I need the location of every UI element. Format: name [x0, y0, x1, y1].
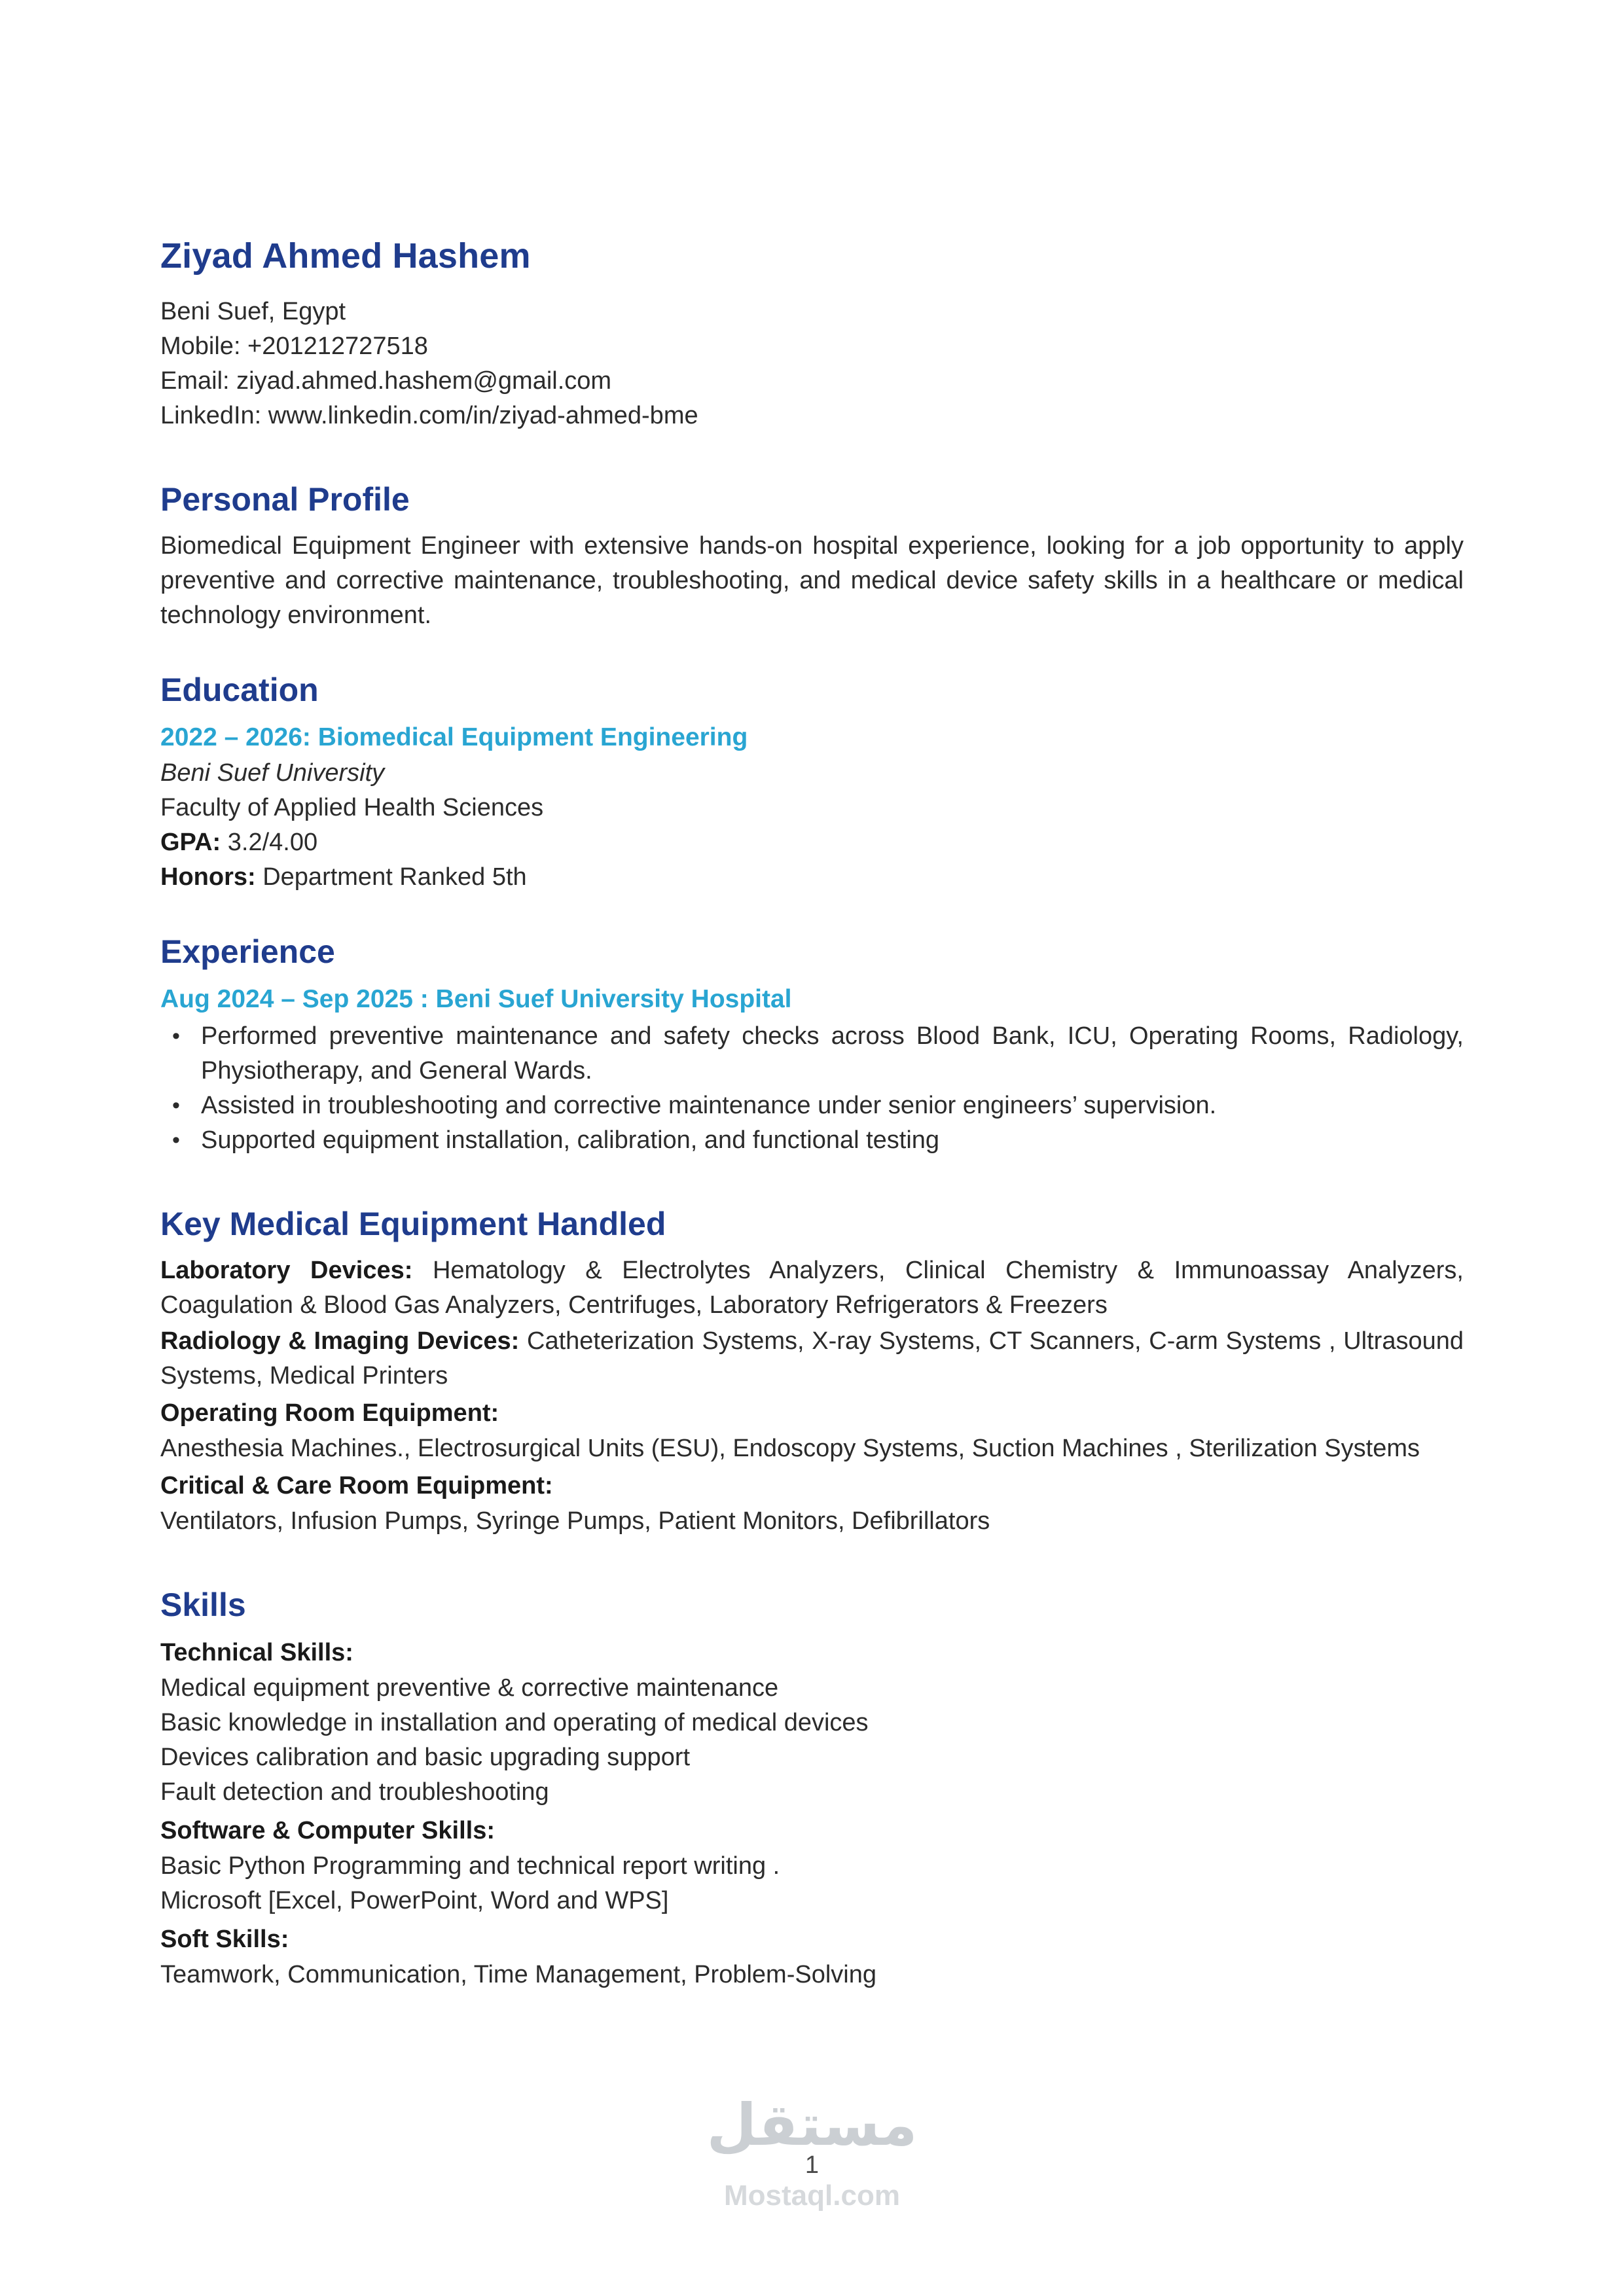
education-honors	[160, 860, 1464, 895]
education-degree: 2022 – 2026: Biomedical Equipment Engineering	[160, 723, 748, 751]
page-number: 1	[804, 2151, 820, 2179]
contact-location: Beni Suef, Egypt	[160, 298, 346, 325]
education-gpa	[160, 825, 1464, 860]
gpa-label: GPA:	[160, 829, 221, 856]
experience-bullet: • Assisted in troubleshooting and corrective maintenance under senior engineers’ supervision.	[160, 1088, 1464, 1123]
experience-role: Aug 2024 – Sep 2025 : Beni Suef University Hospital	[160, 985, 792, 1013]
gpa-value: 3.2/4.00	[227, 829, 318, 856]
page-footer	[0, 2091, 1624, 2212]
laboratory-devices-text: Hematology & Electrolytes Analyzers, Clinical Chemistry & Immunoassay Analyzers, Coagulation & Blood Gas Analyzers, Centrifuges, Laboratory Refrigerators & Freezers	[160, 1257, 1464, 1319]
software-skill-item: Basic Python Programming and technical report writing .	[160, 1852, 780, 1880]
contact-block	[160, 295, 1464, 433]
laboratory-devices-label: Laboratory Devices:	[160, 1257, 413, 1284]
critical-care-label: Critical & Care Room Equipment:	[160, 1472, 553, 1499]
software-skill-item: Microsoft [Excel, PowerPoint, Word and WPS]	[160, 1887, 669, 1914]
section-heading-equipment: Key Medical Equipment Handled	[160, 1206, 666, 1242]
mostaql-watermark-logo: مستقل	[706, 2091, 918, 2159]
equipment-laboratory	[160, 1253, 1464, 1323]
technical-skill-item: Basic knowledge in installation and operating of medical devices	[160, 1709, 869, 1736]
equipment-radiology	[160, 1324, 1464, 1393]
section-heading-personal-profile: Personal Profile	[160, 481, 410, 518]
technical-skills-label: Technical Skills:	[160, 1639, 353, 1666]
radiology-devices-text: Catheterization Systems, X-ray Systems, CT Scanners, C-arm Systems , Ultrasound Systems, Medical Printers	[160, 1327, 1464, 1390]
software-skills-group	[160, 1812, 1464, 1918]
technical-skill-item: Devices calibration and basic upgrading support	[160, 1744, 691, 1771]
experience-bullet: • Supported equipment installation, calibration, and functional testing	[160, 1123, 1464, 1158]
personal-profile-text: Biomedical Equipment Engineer with extensive hands-on hospital experience, looking for a job opportunity to apply preventive and corrective maintenance, troubleshooting, and medical device safety skills in a healthcare or medical technology environment.	[160, 532, 1464, 629]
technical-skill-item: Medical equipment preventive & corrective maintenance	[160, 1674, 779, 1702]
technical-skill-item: Fault detection and troubleshooting	[160, 1778, 549, 1806]
mostaql-watermark-site: Mostaql.com	[724, 2179, 900, 2212]
soft-skills-label: Soft Skills:	[160, 1926, 289, 1953]
experience-bullet-list	[160, 1019, 1464, 1158]
experience-bullet: • Performed preventive maintenance and safety checks across Blood Bank, ICU, Operating Rooms, Radiology, Physiotherapy, and General Wards.	[160, 1019, 1464, 1088]
contact-mobile: Mobile: +201212727518	[160, 332, 428, 360]
honors-label: Honors:	[160, 863, 256, 891]
contact-email: Email: ziyad.ahmed.hashem@gmail.com	[160, 367, 612, 395]
section-heading-education: Education	[160, 672, 319, 708]
education-faculty: Faculty of Applied Health Sciences	[160, 794, 544, 821]
critical-care-text: Ventilators, Infusion Pumps, Syringe Pumps, Patient Monitors, Defibrillators	[160, 1507, 990, 1535]
operating-room-text: Anesthesia Machines., Electrosurgical Units (ESU), Endoscopy Systems, Suction Machines , Sterilization Systems	[160, 1435, 1420, 1462]
operating-room-label: Operating Room Equipment:	[160, 1399, 499, 1427]
person-name: Ziyad Ahmed Hashem	[160, 236, 531, 276]
soft-skills-group	[160, 1921, 1464, 1992]
radiology-devices-label: Radiology & Imaging Devices:	[160, 1327, 520, 1355]
education-university: Beni Suef University	[160, 759, 385, 787]
section-heading-experience: Experience	[160, 933, 335, 970]
section-heading-skills: Skills	[160, 1587, 246, 1623]
technical-skills-group	[160, 1634, 1464, 1810]
soft-skill-item: Teamwork, Communication, Time Management, Problem-Solving	[160, 1961, 876, 1988]
contact-linkedin: LinkedIn: www.linkedin.com/in/ziyad-ahmed-bme	[160, 402, 698, 429]
software-skills-label: Software & Computer Skills:	[160, 1817, 495, 1844]
honors-value: Department Ranked 5th	[262, 863, 527, 891]
